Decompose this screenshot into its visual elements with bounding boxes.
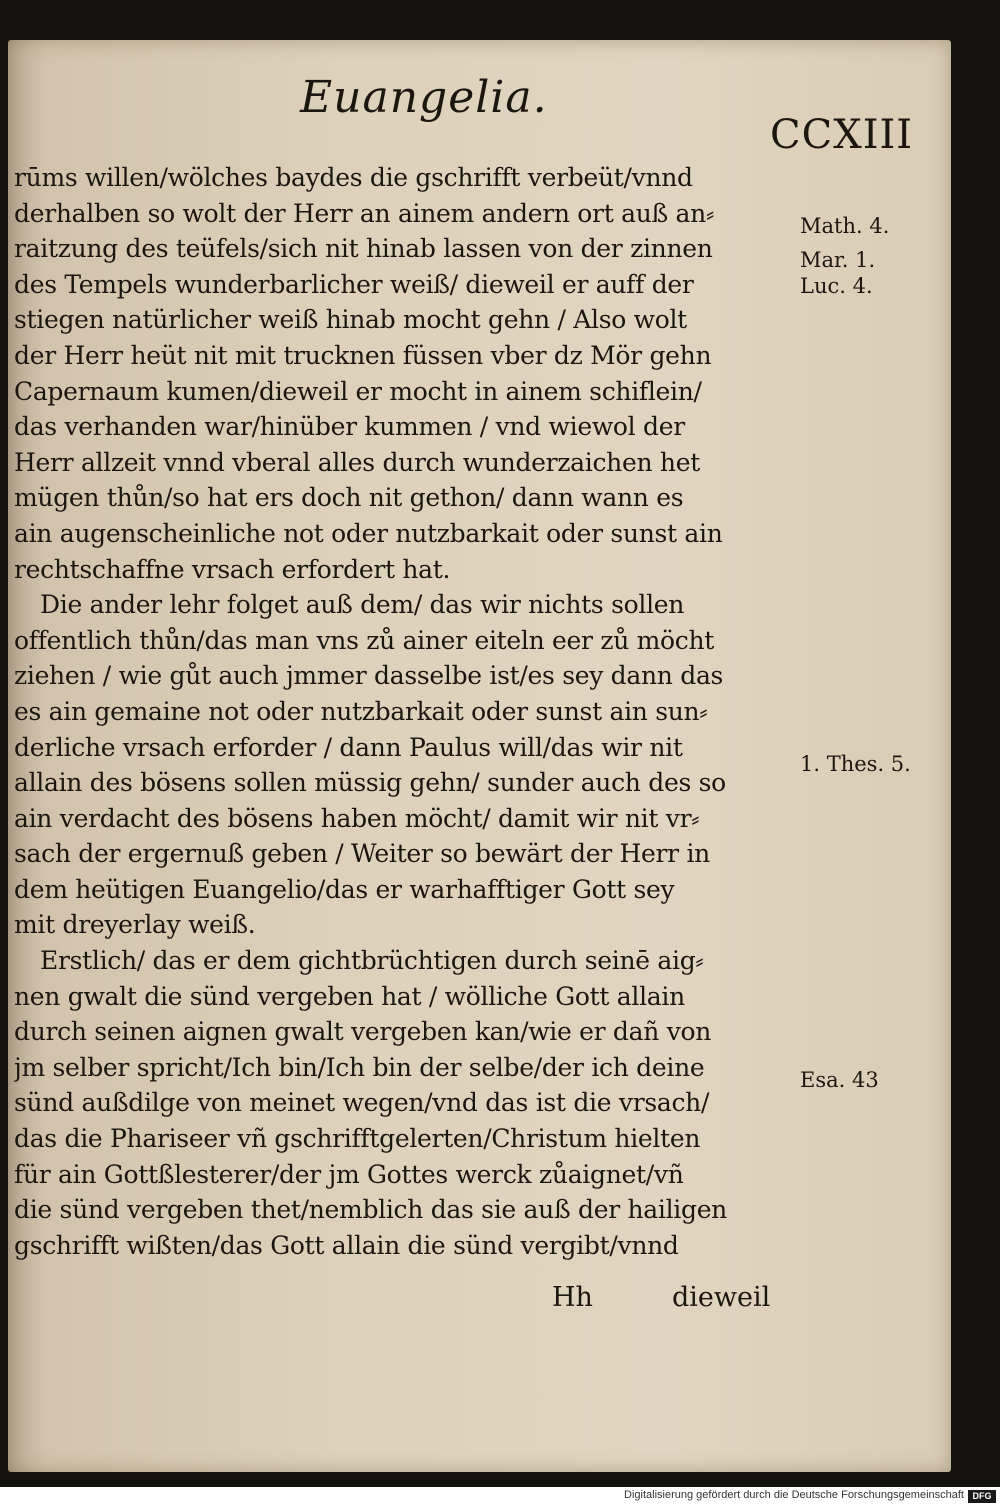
footer-credit: Digitalisierung gefördert durch die Deutsche Forschungsgemeinschaft — [624, 1489, 964, 1501]
text-line: ziehen / wie gůt auch jmmer dasselbe ist/es sey dann das — [14, 661, 724, 691]
margin-note-scripture-ref: Mar. 1. — [800, 248, 876, 272]
text-line: durch seinen aignen gwalt vergeben kan/wie er dañ von — [14, 1017, 712, 1047]
text-line: nen gwalt die sünd vergeben hat / wölliche Gott allain — [14, 981, 685, 1011]
text-line: rūms willen/wölches baydes die gschrifft verbeüt/vnnd — [14, 163, 693, 192]
margin-note-scripture-ref: 1. Thes. 5. — [800, 752, 911, 776]
text-line: raitzung des teüfels/sich nit hinab lassen von der zinnen — [14, 234, 713, 264]
text-line: es ain gemaine not oder nutzbarkait oder sunst ain sun⸗ — [14, 696, 708, 726]
page-running-title: Euangelia. — [300, 72, 548, 123]
margin-note-scripture-ref: Luc. 4. — [800, 274, 873, 298]
footer-bar — [0, 1487, 1000, 1507]
text-line: mit dreyerlay weiß. — [14, 910, 256, 940]
text-line: der Herr heüt nit mit trucknen füssen vber dz Mör gehn — [14, 340, 712, 370]
folio-number: CCXIII — [770, 112, 914, 158]
dfg-logo: DFG — [968, 1490, 996, 1503]
text-line: Capernaum kumen/dieweil er mocht in ainem schiflein/ — [14, 376, 702, 406]
text-line: allain des bösens sollen müssig gehn/ sunder auch des so — [14, 768, 726, 798]
text-line: das die Phariseer vñ gschrifftgelerten/Christum hielten — [14, 1124, 701, 1154]
text-line: ain verdacht des bösens haben möcht/ damit wir nit vr⸗ — [14, 803, 700, 833]
text-line: gschrifft wißten/das Gott allain die sünd vergibt/vnnd — [14, 1230, 679, 1260]
text-line: ain augenscheinliche not oder nutzbarkait oder sunst ain — [14, 518, 723, 548]
text-line: Herr allzeit vnnd vberal alles durch wunderzaichen het — [14, 447, 700, 477]
text-line: des Tempels wunderbarlicher weiß/ dieweil er auff der — [14, 269, 694, 299]
text-line: jm selber spricht/Ich bin/Ich bin der selbe/der ich deine — [14, 1052, 705, 1082]
text-line: mügen thůn/so hat ers doch nit gethon/ dann wann es — [14, 483, 684, 513]
text-line: die sünd vergeben thet/nemblich das sie auß der hailigen — [14, 1195, 727, 1225]
text-line: für ain Gottßlesterer/der jm Gottes werck zůaignet/vñ — [14, 1159, 684, 1189]
margin-note-scripture-ref: Esa. 43 — [800, 1068, 879, 1092]
text-line: stiegen natürlicher weiß hinab mocht gehn / Also wolt — [14, 305, 687, 335]
text-line: rechtschaffne vrsach erfordert hat. — [14, 554, 451, 584]
text-line: offentlich thůn/das man vns zů ainer eiteln eer zů möcht — [14, 625, 715, 655]
body-text-block — [14, 160, 804, 1263]
catchword: dieweil — [672, 1282, 771, 1313]
text-line: derhalben so wolt der Herr an ainem andern ort auß an⸗ — [14, 198, 714, 228]
text-line: Die ander lehr folget auß dem/ das wir nichts sollen — [40, 590, 685, 620]
text-line: dem heütigen Euangelio/das er warhafftiger Gott sey — [14, 874, 675, 904]
signature-mark: Hh — [552, 1282, 593, 1313]
text-line: derliche vrsach erforder / dann Paulus will/das wir nit — [14, 732, 683, 762]
text-line: sach der ergernuß geben / Weiter so bewärt der Herr in — [14, 839, 710, 869]
text-line: Erstlich/ das er dem gichtbrüchtigen durch seinē aig⸗ — [40, 946, 704, 976]
text-line: sünd außdilge von meinet wegen/vnd das ist die vrsach/ — [14, 1088, 710, 1118]
margin-note-scripture-ref: Math. 4. — [800, 214, 890, 238]
text-line: das verhanden war/hinüber kummen / vnd wiewol der — [14, 412, 685, 442]
